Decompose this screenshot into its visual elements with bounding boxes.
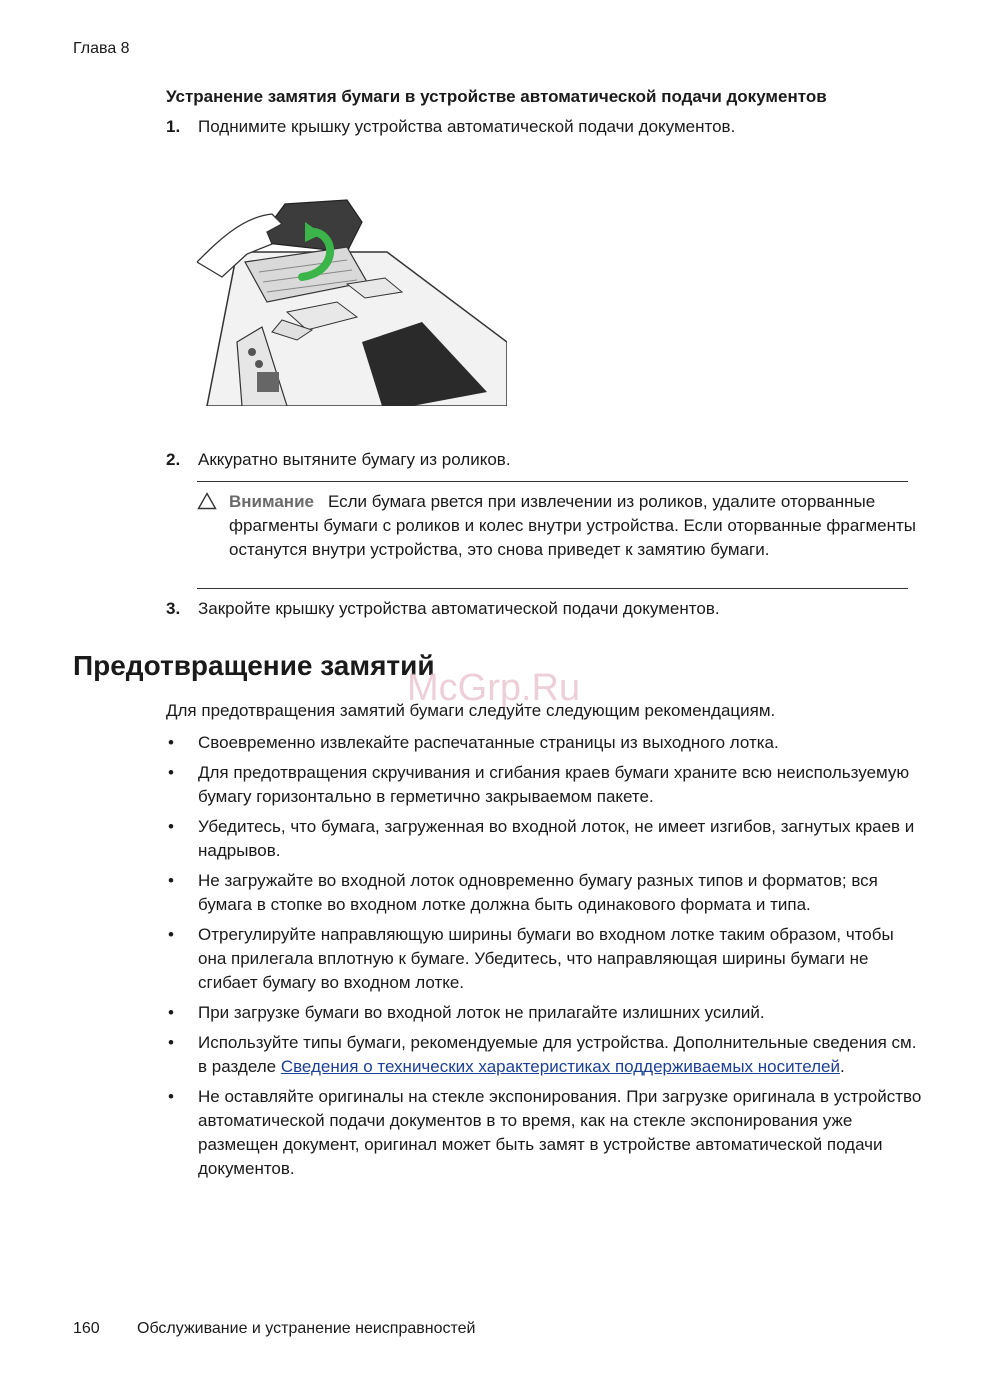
- caution-bottom-rule: [197, 588, 908, 589]
- prevention-heading: Предотвращение замятий: [73, 650, 435, 681]
- step-text: Закройте крышку устройства автоматической подачи документов.: [198, 599, 720, 618]
- tip-text: Для предотвращения скручивания и сгибания краев бумаги храните всю неиспользуемую бумагу горизонтально в герметично закрываемом пакете.: [198, 763, 910, 806]
- list-item: [166, 761, 926, 809]
- caution-label: Внимание: [229, 492, 314, 511]
- tip-text: Не загружайте во входной лоток одновременно бумагу разных типов и форматов; вся бумага в стопке во входном лотке должна быть одинакового формата и типа.: [198, 871, 878, 914]
- adf-lid-illustration: [197, 192, 507, 406]
- step-number: 1.: [166, 117, 181, 136]
- tip-text: Своевременно извлекайте распечатанные страницы из выходного лотка.: [198, 733, 779, 752]
- tip-text-end: .: [839, 1057, 845, 1076]
- tip-text: При загрузке бумаги во входной лоток не прилагайте излишних усилий.: [198, 1003, 765, 1022]
- tip-text: Отрегулируйте направляющую ширины бумаги во входном лотке таким образом, чтобы она прилегала вплотную к бумаге. Убедитесь, что направляющая ширины бумаги не сгибает бумагу во входном лотке.: [198, 925, 894, 992]
- list-item: [166, 923, 926, 995]
- warning-triangle-icon: [197, 492, 217, 510]
- bullet: •: [168, 871, 174, 890]
- list-item: [166, 815, 926, 863]
- tip-text: Используйте типы бумаги, рекомендуемые для устройства. Дополнительные сведения см. в разделе: [198, 1033, 917, 1076]
- step-number: 2.: [166, 450, 181, 469]
- list-item: [166, 1001, 926, 1025]
- list-item: [166, 869, 926, 917]
- caution-top-rule: [197, 481, 908, 482]
- step-text: Поднимите крышку устройства автоматической подачи документов.: [198, 117, 736, 136]
- watermark: McGrp.Ru: [407, 667, 581, 709]
- chapter-label: Глава 8: [73, 40, 130, 57]
- section-subheading: Устранение замятия бумаги в устройстве автоматической подачи документов: [166, 87, 827, 106]
- bullet: •: [168, 925, 174, 944]
- page-number: 160: [73, 1320, 100, 1337]
- caution-text: Если бумага рвется при извлечении из роликов, удалите оторванные фрагменты бумаги с роликов и колес внутри устройства. Если оторванные фрагменты останутся внутри устройства, это снова приведет к замятию бумаги.: [229, 492, 917, 559]
- list-item: [166, 1085, 926, 1181]
- bullet: •: [168, 1033, 174, 1052]
- list-item: [166, 1031, 926, 1079]
- bullet: •: [168, 1087, 174, 1106]
- bullet: •: [168, 733, 174, 752]
- bullet: •: [168, 1003, 174, 1022]
- footer-section: Обслуживание и устранение неисправностей: [137, 1320, 476, 1337]
- tip-text: Не оставляйте оригиналы на стекле экспонирования. При загрузке оригинала в устройство автоматической подачи документов в то время, как на стекле экспонирования уже размещен документ, оригинал может быть замят в устройстве автоматической подачи документов.: [198, 1087, 922, 1178]
- prevention-tips-list: [166, 731, 926, 1187]
- bullet: •: [168, 763, 174, 782]
- list-item: [166, 731, 926, 755]
- page-footer: [73, 1320, 475, 1338]
- tip-text: Убедитесь, что бумага, загруженная во входной лоток, не имеет изгибов, загнутых краев и надрывов.: [198, 817, 915, 860]
- prevention-intro: Для предотвращения замятий бумаги следуйте следующим рекомендациям.: [166, 701, 776, 720]
- bullet: •: [168, 817, 174, 836]
- step-text: Аккуратно вытяните бумагу из роликов.: [198, 450, 511, 469]
- media-specs-link[interactable]: Сведения о технических характеристиках поддерживаемых носителей: [280, 1057, 840, 1076]
- step-number: 3.: [166, 599, 181, 618]
